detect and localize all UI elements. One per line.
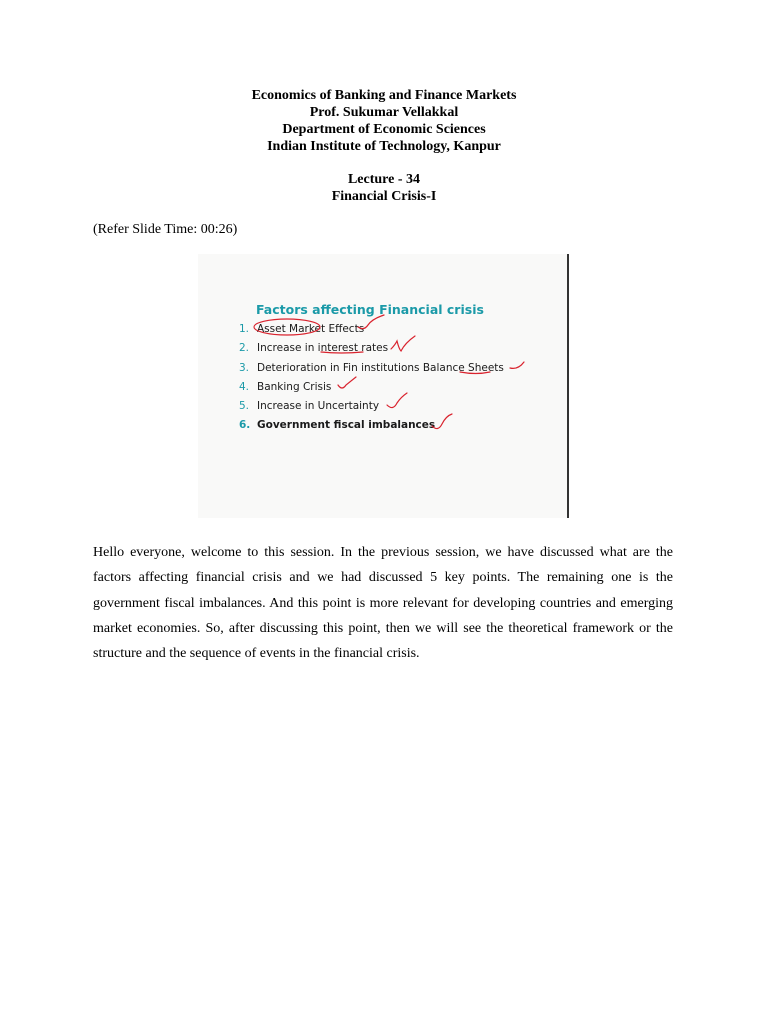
lecture-heading xyxy=(0,171,768,205)
slide-item-text: Asset Market Effects xyxy=(257,323,365,335)
slide-title: Factors affecting Financial crisis xyxy=(256,302,484,317)
slide-item-text: Government fiscal imbalances xyxy=(257,419,436,432)
lecture-title: Financial Crisis-I xyxy=(331,189,437,204)
slide-item-number: 1. xyxy=(239,323,250,335)
slide-item xyxy=(239,339,504,358)
refer-slide-time: (Refer Slide Time: 00:26) xyxy=(93,222,238,237)
slide-list xyxy=(239,320,504,436)
tick-mark-annotation xyxy=(510,362,524,368)
slide-item xyxy=(239,397,504,416)
lecture-number: Lecture - 34 xyxy=(347,172,421,187)
document-header xyxy=(0,87,768,155)
slide-item xyxy=(239,320,504,339)
slide-item-text: Deterioration in Fin institutions Balance Sheets xyxy=(257,361,504,374)
slide-item-number: 2. xyxy=(239,342,250,355)
slide-item-text: Increase in interest rates xyxy=(257,342,389,355)
slide-image xyxy=(198,254,567,518)
slide-item-number: 4. xyxy=(239,380,250,393)
slide-item xyxy=(239,378,504,397)
professor-name: Prof. Sukumar Vellakkal xyxy=(309,105,459,120)
slide-item-number: 6. xyxy=(239,419,251,432)
slide-item xyxy=(239,359,504,378)
slide-item-text: Increase in Uncertainty xyxy=(257,400,380,413)
slide-item-text: Banking Crisis xyxy=(257,380,332,393)
department-name: Department of Economic Sciences xyxy=(282,122,486,137)
slide-item-number: 3. xyxy=(239,361,250,374)
transcript-paragraph: Hello everyone, welcome to this session. In the previous session, we have discussed what are the factors affecting financial crisis and we had discussed 5 key points. The remaining one is the government fiscal imbalances. And this point is more relevant for developing countries and emerging market economies. So, after discussing this point, then we will see the theoretical framework or the structure and the sequence of events in the financial crisis. xyxy=(93,545,673,662)
institute-name: Indian Institute of Technology, Kanpur xyxy=(267,139,501,154)
course-title: Economics of Banking and Finance Markets xyxy=(251,88,517,103)
slide-item-number: 5. xyxy=(239,400,250,413)
slide-item xyxy=(239,416,504,435)
slide-border xyxy=(567,254,569,518)
